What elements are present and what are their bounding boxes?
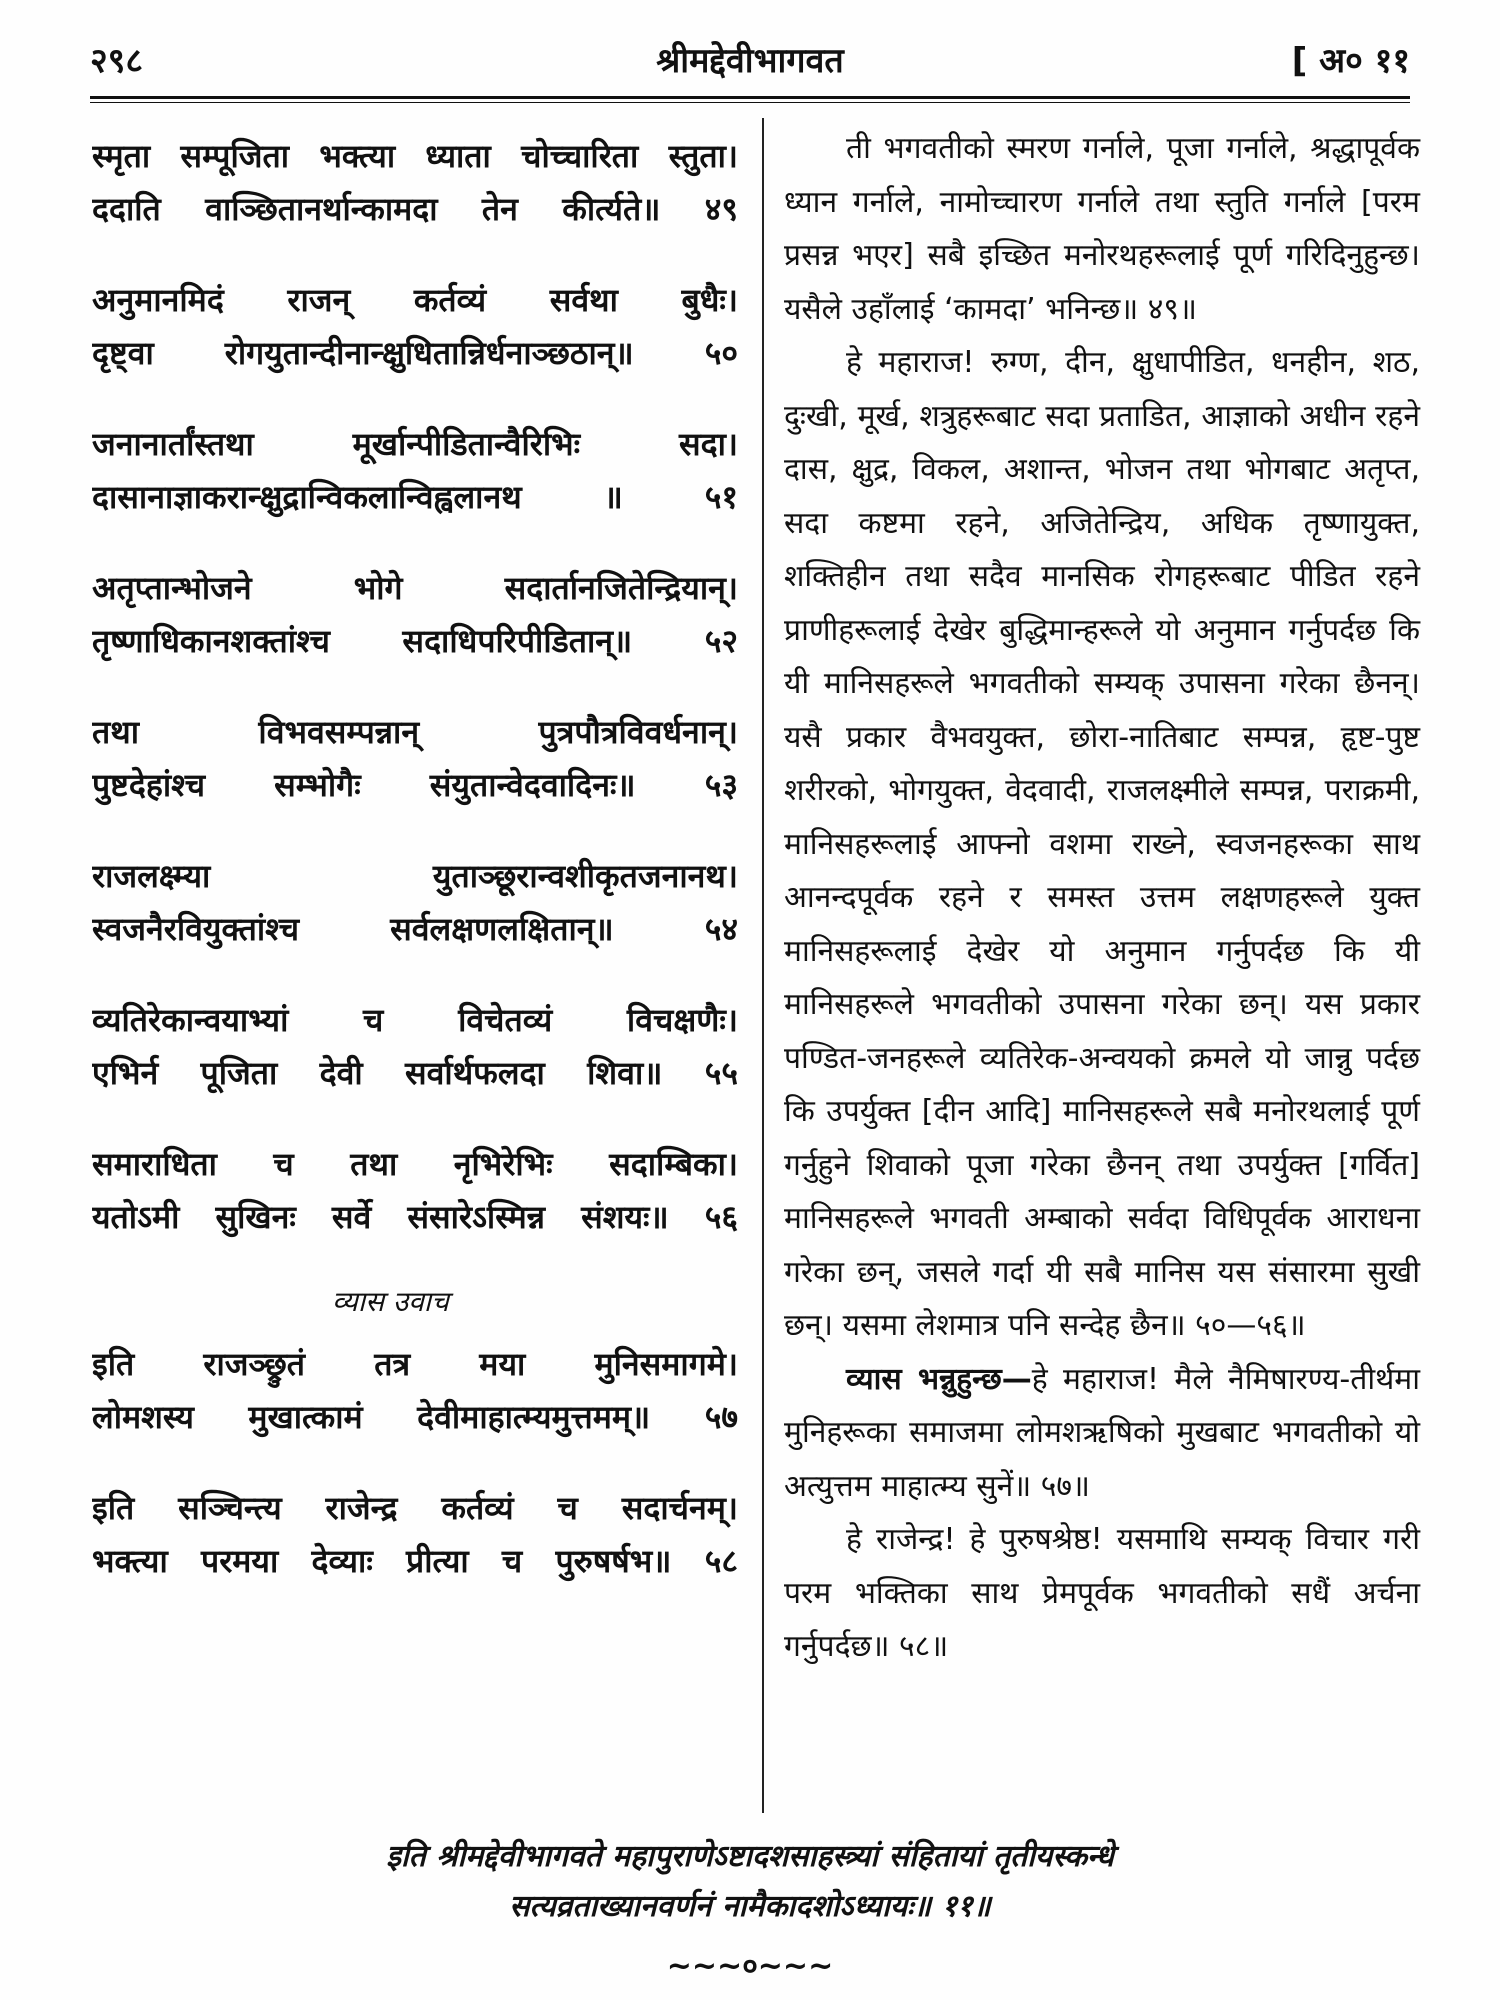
verse-line: राजलक्ष्म्या युताञ्छूरान्वशीकृतजनानथ। bbox=[92, 857, 738, 895]
verse-line: स्वजनैरवियुक्तांश्च सर्वलक्षणलक्षितान्॥ ५४ bbox=[92, 910, 738, 948]
colophon-line: सत्यव्रताख्यानवर्णनं नामैकादशोऽध्यायः॥ ११॥ bbox=[509, 1889, 991, 1924]
translation-column bbox=[784, 122, 1420, 1674]
verse-line: एभिर्न पूजिता देवी सर्वार्थफलदा शिवा॥ ५५ bbox=[92, 1054, 738, 1092]
verse-line: दृष्ट्वा रोगयुतान्दीनान्क्षुधितान्निर्धनाञ्छठान्॥ ५० bbox=[92, 334, 738, 372]
verse-line: दासानाज्ञाकरान्क्षुद्रान्विकलान्विह्वलानथ ॥ ५१ bbox=[92, 478, 738, 516]
verse-line: जनानार्तांस्तथा मूर्खान्पीडितान्वैरिभिः सदा। bbox=[92, 425, 738, 463]
translation-paragraph: ती भगवतीको स्मरण गर्नाले, पूजा गर्नाले, श्रद्धापूर्वक ध्यान गर्नाले, नामोच्चारण गर्नाले तथा स्तुति गर्नाले [परम प्रसन्न भएर] सबै इच्छित मनोरथहरूलाई पूर्ण गरिदिनुहुन्छ। यसैले उहाँलाई ‘कामदा’ भनिन्छ॥ ४९॥ bbox=[784, 131, 1420, 327]
verse-line: इति सञ्चिन्त्य राजेन्द्र कर्तव्यं च सदार्चनम्। bbox=[92, 1489, 738, 1527]
verse-line: इति राजञ्छ्रुतं तत्र मया मुनिसमागमे। bbox=[92, 1345, 738, 1383]
page-number: २९८ bbox=[90, 41, 144, 81]
header-rule-thin bbox=[90, 102, 1410, 103]
verse-57 bbox=[92, 1338, 738, 1444]
verse-53 bbox=[92, 706, 738, 812]
verse-line: भक्त्या परमया देव्याः प्रीत्या च पुरुषर्षभ॥ ५८ bbox=[92, 1542, 738, 1580]
speaker-heading: व्यास उवाच bbox=[332, 1285, 449, 1318]
verse-line: तृष्णाधिकानशक्तांश्च सदाधिपरिपीडितान्॥ ५२ bbox=[92, 622, 738, 660]
verse-line: समाराधिता च तथा नृभिरेभिः सदाम्बिका। bbox=[92, 1145, 738, 1183]
verse-line: पुष्टदेहांश्च सम्भोगैः संयुतान्वेदवादिनः॥ ५३ bbox=[92, 766, 738, 804]
translation-paragraph: हे राजेन्द्र! हे पुरुषश्रेष्ठ! यसमाथि सम्यक् विचार गरी परम भक्तिका साथ प्रेमपूर्वक भगवतीको सधैं अर्चना गर्नुपर्दछ॥ ५८॥ bbox=[784, 1522, 1420, 1664]
chapter-colophon bbox=[90, 1832, 1410, 1932]
translation-paragraph: हे महाराज! रुग्ण, दीन, क्षुधापीडित, धनहीन, शठ, दुःखी, मूर्ख, शत्रुहरूबाट सदा प्रताडित, आज्ञाको अधीन रहने दास, क्षुद्र, विकल, अशान्त, भोजन तथा भोगबाट अतृप्त, सदा कष्टमा रहने, अजितेन्द्रिय, अधिक तृष्णायुक्त, शक्तिहीन तथा सदैव मानसिक रोगहरूबाट पीडित रहने प्राणीहरूलाई देखेर बुद्धिमान्हरूले यो अनुमान गर्नुपर्दछ कि यी मानिसहरूले भगवतीको सम्यक् उपासना गरेका छैनन्। यसै प्रकार वैभवयुक्त, छोरा-नातिबाट सम्पन्न, हृष्ट-पुष्ट शरीरको, भोगयुक्त, वेदवादी, राजलक्ष्मीले सम्पन्न, पराक्रमी, मानिसहरूलाई आफ्नो वशमा राख्ने, स्वजनहरूका साथ आनन्दपूर्वक रहने र समस्त उत्तम लक्षणहरूले युक्त मानिसहरूलाई देखेर यो अनुमान गर्नुपर्दछ कि यी मानिसहरूले भगवतीको उपासना गरेका छन्। यस प्रकार पण्डित-जनहरूले व्यतिरेक-अन्वयको क्रमले यो जान्नु पर्दछ कि उपर्युक्त [दीन आदि] मानिसहरूले सबै मनोरथलाई पूर्ण गर्नुहुने शिवाको पूजा गरेका छैनन् तथा उपर्युक्त [गर्वित] मानिसहरूले भगवती अम्बाको सर्वदा विधिपूर्वक आराधना गरेका छन्, जसले गर्दा यी सबै मानिस यस संसारमा सुखी छन्। यसमा लेशमात्र पनि सन्देह छैन॥ ५०—५६॥ bbox=[784, 345, 1420, 1343]
verse-line: ददाति वाञ्छितानर्थान्कामदा तेन कीर्त्यते॥ ४९ bbox=[92, 190, 738, 228]
verse-50 bbox=[92, 274, 738, 380]
verse-line: अनुमानमिदं राजन् कर्तव्यं सर्वथा बुधैः। bbox=[92, 281, 738, 319]
chapter-marker: [ अ० ११ bbox=[1291, 41, 1410, 81]
sanskrit-column bbox=[92, 130, 738, 1626]
ornament: ~~~०~~~ bbox=[666, 1949, 834, 1984]
translation-paragraph bbox=[784, 1353, 1420, 1514]
verse-56 bbox=[92, 1138, 738, 1244]
verse-line: यतोऽमी सुखिनः सर्वे संसारेऽस्मिन्न संशयः॥ ५६ bbox=[92, 1198, 738, 1236]
verse-line: तथा विभवसम्पन्नान् पुत्रपौत्रविवर्धनान्। bbox=[92, 713, 738, 751]
speaker-label: व्यास भन्नुहुन्छ— bbox=[846, 1361, 1032, 1397]
book-title: श्रीमद्देवीभागवत bbox=[656, 41, 844, 81]
verse-49 bbox=[92, 130, 738, 236]
verse-line: स्मृता सम्पूजिता भक्त्या ध्याता चोच्चारिता स्तुता। bbox=[92, 137, 738, 175]
verse-line: अतृप्तान्भोजने भोगे सदार्तानजितेन्द्रियान्। bbox=[92, 569, 738, 607]
page-header bbox=[90, 36, 1410, 96]
verse-54 bbox=[92, 850, 738, 956]
header-rule bbox=[90, 96, 1410, 99]
verse-line: लोमशस्य मुखात्कामं देवीमाहात्म्यमुत्तमम्॥ ५७ bbox=[92, 1398, 738, 1436]
verse-55 bbox=[92, 994, 738, 1100]
verse-52 bbox=[92, 562, 738, 668]
translation-text: हे महाराज! मैले नैमिषारण्य-तीर्थमा मुनिहरूका समाजमा लोमशऋषिको मुखबाट भगवतीको यो अत्युत्तम माहात्म्य सुनें॥ ५७॥ bbox=[784, 1361, 1421, 1504]
colophon-line: इति श्रीमद्देवीभागवते महापुराणेऽष्टादशसाहस्त्र्यां संहितायां तृतीयस्कन्धे bbox=[386, 1839, 1114, 1874]
verse-51 bbox=[92, 418, 738, 524]
verse-line: व्यतिरेकान्वयाभ्यां च विचेतव्यं विचक्षणैः। bbox=[92, 1001, 738, 1039]
verse-58 bbox=[92, 1482, 738, 1588]
column-divider bbox=[762, 118, 764, 1813]
